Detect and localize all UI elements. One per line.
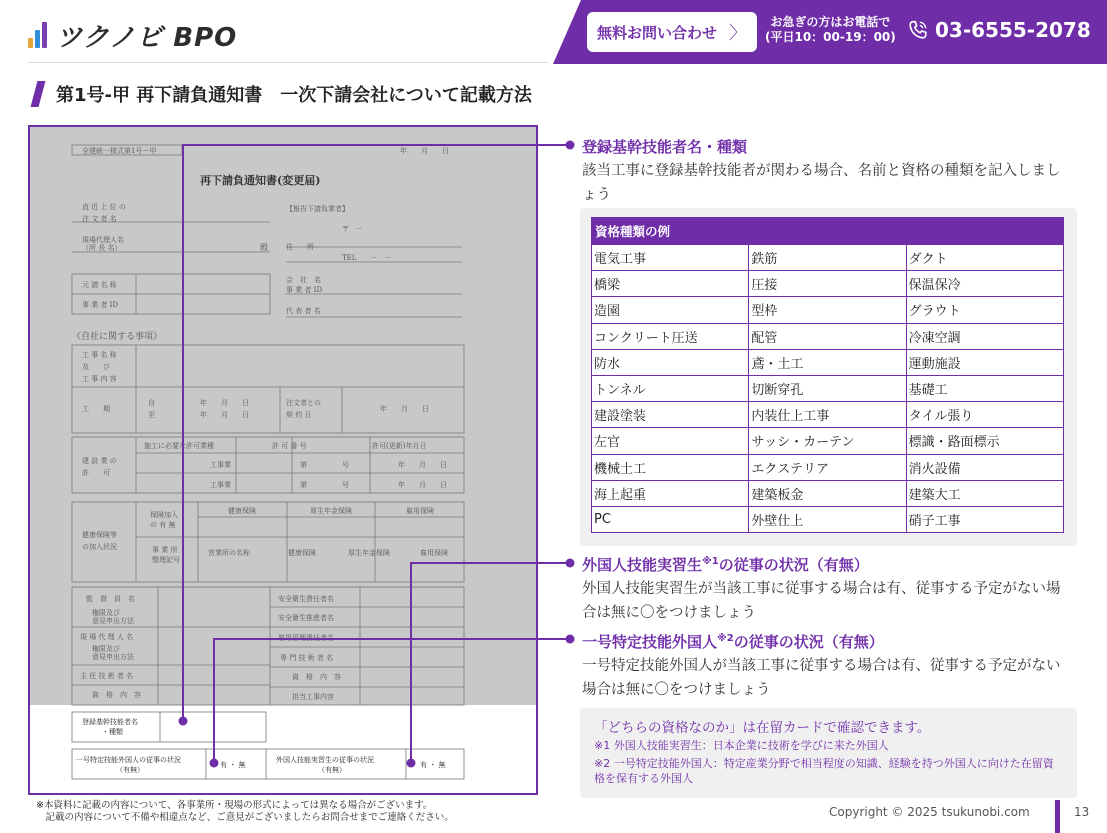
svg-text:許 可: 許 可 [82,469,110,477]
qualification-cell: 海上起重 [592,480,749,506]
svg-text:雇用保険: 雇用保険 [420,549,448,557]
svg-text:年 月 日: 年 月 日 [398,461,447,469]
svg-text:工 事 名 称: 工 事 名 称 [82,351,117,359]
section-skilled-worker-heading [582,136,747,157]
qualification-row [592,480,1064,506]
svg-text:年 月 日: 年 月 日 [380,405,429,413]
svg-text:TEL － －: TEL － － [342,254,392,262]
svg-text:外国人技能実習生の従事の状況: 外国人技能実習生の従事の状況 [276,756,374,764]
qualification-cell: 標識・路面標示 [906,428,1063,454]
section-2-heading-text: 外国人技能実習生 [582,556,703,574]
contact-button-label: 無料お問い合わせ [596,23,717,42]
page-number: 13 [1074,805,1090,819]
svg-text:権限及び: 権限及び [92,609,120,617]
qualification-row [592,349,1064,375]
svg-text:工 期: 工 期 [82,405,110,413]
note-main: 「どちらの資格なのか」は在留カードで確認できます。 [594,720,931,736]
qualification-cell: 内装仕上工事 [749,402,906,428]
svg-text:厚生年金保険: 厚生年金保険 [348,549,390,557]
qualification-cell: 橋梁 [592,271,749,297]
urgent-line-1: お急ぎの方はお電話で [770,15,891,29]
svg-text:工事業: 工事業 [210,481,231,489]
qualification-cell: 硝子工事 [906,506,1063,532]
qualification-cell: 機械土工 [592,454,749,480]
svg-text:建 設 業 の: 建 設 業 の [82,457,117,465]
svg-text:監 督 員 名: 監 督 員 名 [86,595,135,603]
qualification-cell: トンネル [592,375,749,401]
svg-text:注 文 者 名: 注 文 者 名 [82,215,117,223]
svg-text:年 月 日: 年 月 日 [398,481,447,489]
qualification-row [592,271,1064,297]
svg-text:自: 自 [148,399,155,407]
qualification-cell: 建築板金 [749,480,906,506]
note-footnote-1: ※1 外国人技能実習生：日本企業に技術を学びに来た外国人 [594,739,889,752]
section-specified-body: 一号特定技能外国人が当該工事に従事する場合は有、従事する予定がない場合は無に〇をつけましょう [582,658,1061,698]
svg-text:登録基幹技能者名: 登録基幹技能者名 [82,718,138,726]
svg-text:注文者との: 注文者との [286,399,321,407]
qualification-table-header: 資格種類の例 [592,218,1064,245]
svg-text:健康保険: 健康保険 [228,507,256,515]
section-skilled-worker-body: 該当工事に登録基幹技能者が関わる場合、名前と資格の種類を記入しましょう [582,163,1061,203]
qualification-cell: 保温保冷 [906,271,1063,297]
svg-text:一号特定技能外国人の従事の状況: 一号特定技能外国人の従事の状況 [76,756,181,764]
qualification-table [591,217,1064,533]
svg-text:健康保険等: 健康保険等 [82,531,117,539]
qualification-cell: 外壁仕上 [749,506,906,532]
qualification-cell: 型枠 [749,297,906,323]
qualification-row [592,402,1064,428]
svg-text:事 業 者 ID: 事 業 者 ID [286,286,323,294]
qualification-row [592,375,1064,401]
svg-text:有 ・ 無: 有 ・ 無 [420,761,446,769]
qualification-cell: タイル張り [906,402,1063,428]
svg-text:住 所: 住 所 [286,243,314,251]
qualification-cell: 基礎工 [906,375,1063,401]
svg-text:工事業: 工事業 [210,461,231,469]
svg-text:安全衛生推進者名: 安全衛生推進者名 [278,614,334,622]
svg-text:直 近 上 位 の: 直 近 上 位 の [82,203,126,211]
qualification-cell: 圧接 [749,271,906,297]
qualification-cell: 配管 [749,323,906,349]
svg-text:雇用保険: 雇用保険 [406,507,434,515]
qualification-cell: グラウト [906,297,1063,323]
svg-text:意見申出方法: 意見申出方法 [92,617,134,625]
qualification-cell: 冷凍空調 [906,323,1063,349]
svg-text:第 号: 第 号 [300,461,349,469]
qualification-cell: 消火設備 [906,454,1063,480]
svg-text:〒 －: 〒 － [342,225,363,233]
residence-card-note [580,708,1077,798]
copyright: Copyright © 2025 tsukunobi.com [829,805,1030,819]
qualification-cell: 鉄筋 [749,245,906,271]
svg-text:主 任 技 術 者 名: 主 任 技 術 者 名 [80,672,134,680]
svg-text:事 業 者 ID: 事 業 者 ID [82,301,119,309]
page-number-accent [1055,800,1060,833]
section-3-heading-tail: の従事の状況（有無） [733,633,884,651]
svg-text:殿: 殿 [260,243,268,252]
footnote-line-1: ※本資料に記載の内容について、各事業所・現場の形式によっては異なる場合がございます。 [36,800,433,811]
svg-text:（所 長 名）: （所 長 名） [82,244,122,252]
qualification-row [592,506,1064,532]
note-footnote-2: ※2 一号特定技能外国人：特定産業分野で相当程度の知識、経験を持つ外国人に向けた在留資格を保有する外国人 [594,757,1054,785]
footnote-line-2: 記載の内容について不備や相違点など、ご意見がございましたらお問合せまでご連絡ください。 [36,812,454,823]
svg-text:資 格 内 容: 資 格 内 容 [292,673,341,681]
phone-number: 03-6555-2078 [935,18,1091,42]
svg-text:事 業 所: 事 業 所 [152,546,178,554]
svg-text:意見申出方法: 意見申出方法 [92,653,134,661]
qualification-table-panel [580,208,1077,546]
qualification-cell: 電気工事 [592,245,749,271]
svg-text:年 月 日: 年 月 日 [200,399,249,407]
qualification-row [592,323,1064,349]
section-intern-body: 外国人技能実習生が当該工事に従事する場合は有、従事する予定がない場合は無に〇をつけましょう [582,581,1061,621]
qualification-cell: 建築大工 [906,480,1063,506]
qualification-cell: 切断穿孔 [749,375,906,401]
svg-text:の 有 無: の 有 無 [150,521,176,529]
disclaimer-footnote [36,800,454,824]
svg-text:担当工事内容: 担当工事内容 [292,693,334,701]
qualification-cell: 鳶・土工 [749,349,906,375]
svg-text:健康保険: 健康保険 [288,549,316,557]
svg-text:全建統一様式第1号ー甲: 全建統一様式第1号ー甲 [82,147,157,155]
svg-text:代 表 者 名: 代 表 者 名 [286,307,321,315]
svg-text:年 月 日: 年 月 日 [200,411,249,419]
section-specified-heading [582,631,884,652]
svg-text:会 社 名: 会 社 名 [286,276,321,284]
svg-text:契 約 日: 契 約 日 [286,411,312,419]
section-intern-heading [582,554,869,575]
svg-text:至: 至 [148,411,155,419]
svg-text:第 号: 第 号 [300,481,349,489]
svg-text:再下請負通知書(変更届): 再下請負通知書(変更届) [200,174,321,187]
svg-text:《自社に関する事項》: 《自社に関する事項》 [72,332,163,342]
svg-text:元 請 名 称: 元 請 名 称 [82,281,117,289]
qualification-cell: PC [592,506,749,532]
urgent-line-2: (平日10：00-19：00) [765,30,896,44]
svg-text:（有無）: （有無） [318,766,346,774]
qualification-cell: コンクリート圧送 [592,323,749,349]
svg-text:年 月 日: 年 月 日 [400,147,449,155]
section-3-footnote-mark: ※2 [717,633,734,644]
qualification-row [592,454,1064,480]
qualification-cell: サッシ・カーテン [749,428,906,454]
svg-text:保険加入: 保険加入 [150,511,178,519]
qualification-cell: ダクト [906,245,1063,271]
svg-text:・種類: ・種類 [102,728,123,736]
qualification-cell: エクステリア [749,454,906,480]
svg-text:資 格 内 容: 資 格 内 容 [92,691,141,699]
svg-text:有 ・ 無: 有 ・ 無 [220,761,246,769]
svg-text:及 び: 及 び [82,363,110,371]
page-title: 第1号-甲 再下請負通知書 一次下請会社について記載方法 [56,85,532,106]
section-1-heading-text: 登録基幹技能者名・種類 [582,138,748,156]
logo-text: ツクノビ BPO [56,22,238,53]
qualification-cell: 運動施設 [906,349,1063,375]
svg-text:営業所の名称: 営業所の名称 [208,549,250,557]
svg-text:現 場 代 理 人 名: 現 場 代 理 人 名 [80,633,134,641]
svg-text:工 事 内 容: 工 事 内 容 [82,375,117,383]
svg-text:の加入状況: の加入状況 [82,543,117,551]
qualification-cell: 防水 [592,349,749,375]
section-2-heading-tail: の従事の状況（有無） [718,556,869,574]
qualification-row [592,428,1064,454]
qualification-row [592,245,1064,271]
svg-text:許可(更新)年月日: 許可(更新)年月日 [372,442,427,450]
svg-text:雇用管理責任者名: 雇用管理責任者名 [278,634,334,642]
qualification-cell: 左官 [592,428,749,454]
svg-text:権限及び: 権限及び [92,645,120,653]
svg-text:（有無）: （有無） [116,766,144,774]
svg-text:安全衛生責任者名: 安全衛生責任者名 [278,595,334,603]
chevron-right-icon: 〉 [729,23,747,44]
svg-text:許 可 番 号: 許 可 番 号 [272,442,307,450]
svg-text:施工に必要な許可業種: 施工に必要な許可業種 [144,442,214,450]
qualification-cell: 造園 [592,297,749,323]
qualification-row [592,297,1064,323]
svg-text:専 門 技 術 者 名: 専 門 技 術 者 名 [280,654,334,662]
qualification-cell: 建設塗装 [592,402,749,428]
section-3-heading-text: 一号特定技能外国人 [582,633,718,651]
svg-text:厚生年金保険: 厚生年金保険 [310,507,352,515]
svg-text:整理記号: 整理記号 [152,556,180,564]
section-2-footnote-mark: ※1 [702,556,719,567]
svg-text:現場代理人名: 現場代理人名 [82,236,124,244]
svg-text:【報告下請負業者】: 【報告下請負業者】 [286,205,349,213]
